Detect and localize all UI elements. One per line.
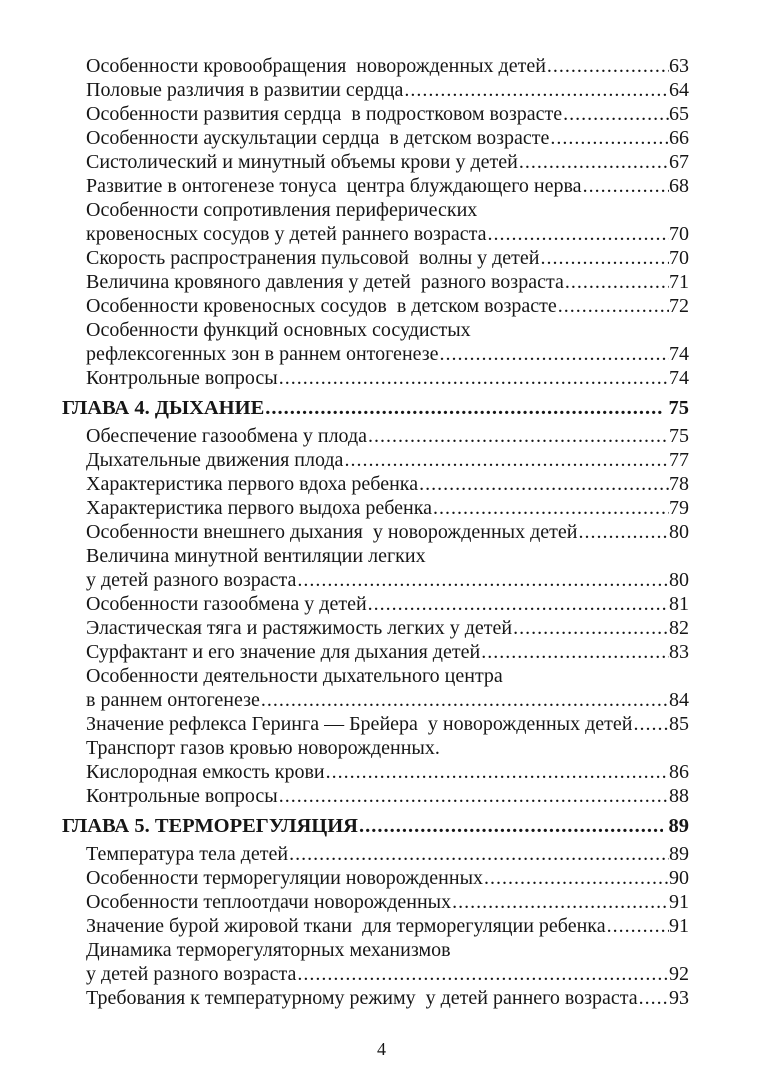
toc-entry-label: Контрольные вопросы xyxy=(86,785,278,807)
toc-page-number: 80 xyxy=(669,521,689,543)
toc-page-number: 75 xyxy=(668,397,689,419)
toc-page-number: 91 xyxy=(669,915,689,937)
toc-entry-label: Требования к температурному режиму у детей раннего возраста xyxy=(86,987,638,1009)
toc-entry-label: Особенности терморегуляции новорожденных xyxy=(86,867,484,889)
toc-page-number: 79 xyxy=(669,497,689,519)
toc-entry-label: Особенности функций основных сосудистых xyxy=(86,319,471,341)
toc-leader-dots xyxy=(325,760,669,784)
toc-entry-label: Обеспечение газообмена у плода xyxy=(86,425,368,447)
toc-entry xyxy=(86,366,689,390)
toc-entry-label: Динамика терморегуляторных механизмов xyxy=(86,939,451,961)
toc-entry-label: Эластическая тяга и растяжимость легких у детей xyxy=(86,617,513,639)
toc-entry xyxy=(86,890,689,914)
toc-entry xyxy=(86,986,689,1010)
toc-entry-label: Особенности газообмена у детей xyxy=(86,593,367,615)
toc-entry-label: Величина минутной вентиляции легких xyxy=(86,545,426,567)
toc-entry-label: Характеристика первого вдоха ребенка xyxy=(86,473,419,495)
toc-leader-dots xyxy=(278,784,669,808)
toc-page-number: 84 xyxy=(669,689,689,711)
toc-page-number: 64 xyxy=(669,79,689,101)
toc-entry xyxy=(86,102,689,126)
toc-entry xyxy=(86,544,689,568)
toc-leader-dots xyxy=(288,842,669,866)
toc-leader-dots xyxy=(557,294,669,318)
toc-entry-label: Величина кровяного давления у детей разного возраста xyxy=(86,271,564,293)
toc-entry xyxy=(86,640,689,664)
toc-entry-label: у детей разного возраста xyxy=(86,569,297,591)
toc-leader-dots xyxy=(512,616,669,640)
toc-page-number: 83 xyxy=(669,641,689,663)
toc-entry xyxy=(86,150,689,174)
toc-entry xyxy=(86,760,689,784)
page-number: 4 xyxy=(377,1039,386,1059)
toc-entry-label: Особенности сопротивления периферических xyxy=(86,199,478,221)
toc-page-number: 89 xyxy=(668,815,689,837)
toc-page-number: 89 xyxy=(669,843,689,865)
toc-entry-label: у детей разного возраста xyxy=(86,963,297,985)
toc-page-number: 67 xyxy=(669,151,689,173)
toc-entry-label: в раннем онтогенезе xyxy=(86,689,260,711)
toc-entry xyxy=(86,784,689,808)
toc-entry xyxy=(86,126,689,150)
toc-entry-label: Особенности аускультации сердца в детском возрасте xyxy=(86,127,550,149)
toc-leader-dots xyxy=(638,986,669,1010)
toc-entry xyxy=(86,496,689,520)
toc-leader-dots xyxy=(480,640,669,664)
toc-page-number: 75 xyxy=(669,425,689,447)
toc-entry-label: Систолический и минутный объемы крови у детей xyxy=(86,151,518,173)
toc-entry xyxy=(86,448,689,472)
toc-leader-dots xyxy=(451,890,669,914)
toc-leader-dots xyxy=(403,78,669,102)
toc-page-number: 77 xyxy=(669,449,689,471)
toc-entry-label: Значение рефлекса Геринга — Брейера у новорожденных детей xyxy=(86,713,633,735)
toc-page-number: 90 xyxy=(669,867,689,889)
toc-leader-dots xyxy=(546,54,669,78)
toc-leader-dots xyxy=(260,688,669,712)
table-of-contents xyxy=(62,54,689,1010)
toc-leader-dots xyxy=(439,342,669,366)
toc-entry xyxy=(86,962,689,986)
toc-entry-label: Особенности кровообращения новорожденных детей xyxy=(86,55,546,77)
toc-page-number: 88 xyxy=(669,785,689,807)
toc-page-number: 74 xyxy=(669,343,689,365)
toc-entry xyxy=(86,472,689,496)
toc-entry-label: ГЛАВА 4. ДЫХАНИЕ xyxy=(62,397,265,419)
toc-entry-label: Особенности внешнего дыхания у новорожденных детей xyxy=(86,521,578,543)
toc-entry-label: Половые различия в развитии сердца xyxy=(86,79,404,101)
toc-leader-dots xyxy=(564,270,669,294)
toc-page-number: 86 xyxy=(669,761,689,783)
toc-leader-dots xyxy=(562,102,669,126)
toc-leader-dots xyxy=(577,520,669,544)
toc-entry-label: Скорость распространения пульсовой волны у детей xyxy=(86,247,540,269)
toc-entry xyxy=(86,198,689,222)
toc-leader-dots xyxy=(549,126,669,150)
toc-leader-dots xyxy=(432,496,669,520)
toc-entry xyxy=(86,318,689,342)
toc-entry xyxy=(86,736,689,760)
toc-page-number: 74 xyxy=(669,367,689,389)
toc-leader-dots xyxy=(343,448,669,472)
toc-entry-label: Сурфактант и его значение для дыхания детей xyxy=(86,641,481,663)
toc-entry-label: Особенности деятельности дыхательного центра xyxy=(86,665,503,687)
toc-leader-dots xyxy=(367,424,669,448)
toc-leader-dots xyxy=(264,396,662,420)
toc-page-number: 65 xyxy=(669,103,689,125)
toc-entry xyxy=(86,568,689,592)
toc-entry-label: Развитие в онтогенезе тонуса центра блуждающего нерва xyxy=(86,175,582,197)
toc-leader-dots xyxy=(582,174,669,198)
toc-entry-label: рефлексогенных зон в раннем онтогенезе xyxy=(86,343,439,365)
toc-page-number: 82 xyxy=(669,617,689,639)
toc-page-number: 92 xyxy=(669,963,689,985)
toc-page-number: 91 xyxy=(669,891,689,913)
toc-entry-label: Значение бурой жировой ткани для терморегуляции ребенка xyxy=(86,915,606,937)
toc-entry-label: Температура тела детей xyxy=(86,843,289,865)
toc-page-number: 81 xyxy=(669,593,689,615)
toc-entry xyxy=(86,78,689,102)
toc-page-number: 72 xyxy=(669,295,689,317)
toc-entry xyxy=(86,616,689,640)
toc-entry xyxy=(86,294,689,318)
toc-leader-dots xyxy=(418,472,669,496)
toc-entry xyxy=(86,174,689,198)
toc-entry xyxy=(86,914,689,938)
toc-leader-dots xyxy=(633,712,670,736)
toc-entry xyxy=(86,938,689,962)
toc-entry xyxy=(86,246,689,270)
toc-entry xyxy=(86,520,689,544)
toc-entry xyxy=(86,270,689,294)
toc-entry xyxy=(86,866,689,890)
toc-page-number: 80 xyxy=(669,569,689,591)
toc-entry xyxy=(86,342,689,366)
toc-entry-label: Кислородная емкость крови xyxy=(86,761,325,783)
toc-entry-label: Характеристика первого выдоха ребенка xyxy=(86,497,433,519)
toc-page-number: 93 xyxy=(669,987,689,1009)
toc-entry-label: Транспорт газов кровью новорожденных. xyxy=(86,737,440,759)
toc-chapter-heading xyxy=(62,814,689,838)
toc-entry-label: Контрольные вопросы xyxy=(86,367,278,389)
toc-entry xyxy=(86,712,689,736)
toc-entry-label: Особенности кровеносных сосудов в детском возрасте xyxy=(86,295,557,317)
toc-leader-dots xyxy=(487,222,669,246)
toc-entry-label: ГЛАВА 5. ТЕРМОРЕГУЛЯЦИЯ xyxy=(62,815,358,837)
toc-entry-label: Дыхательные движения плода xyxy=(86,449,344,471)
toc-leader-dots xyxy=(483,866,669,890)
toc-page-number: 71 xyxy=(669,271,689,293)
toc-leader-dots xyxy=(278,366,669,390)
toc-entry xyxy=(86,688,689,712)
toc-leader-dots xyxy=(367,592,669,616)
toc-entry-label: Особенности развития сердца в подростковом возрасте xyxy=(86,103,563,125)
toc-page-number: 63 xyxy=(669,55,689,77)
toc-entry-label: Особенности теплоотдачи новорожденных xyxy=(86,891,452,913)
toc-leader-dots xyxy=(358,814,663,838)
toc-page-number: 70 xyxy=(669,223,689,245)
toc-page-number: 70 xyxy=(669,247,689,269)
toc-leader-dots xyxy=(540,246,669,270)
toc-page-number: 78 xyxy=(669,473,689,495)
toc-chapter-heading xyxy=(62,396,689,420)
toc-entry xyxy=(86,592,689,616)
toc-page-number: 85 xyxy=(669,713,689,735)
toc-leader-dots xyxy=(606,914,669,938)
toc-entry xyxy=(86,842,689,866)
toc-leader-dots xyxy=(518,150,669,174)
toc-entry xyxy=(86,664,689,688)
toc-leader-dots xyxy=(296,568,669,592)
toc-entry xyxy=(86,222,689,246)
toc-entry xyxy=(86,54,689,78)
toc-entry xyxy=(86,424,689,448)
toc-page-number: 66 xyxy=(669,127,689,149)
toc-leader-dots xyxy=(296,962,669,986)
toc-entry-label: кровеносных сосудов у детей раннего возраста xyxy=(86,223,487,245)
toc-page-number: 68 xyxy=(669,175,689,197)
